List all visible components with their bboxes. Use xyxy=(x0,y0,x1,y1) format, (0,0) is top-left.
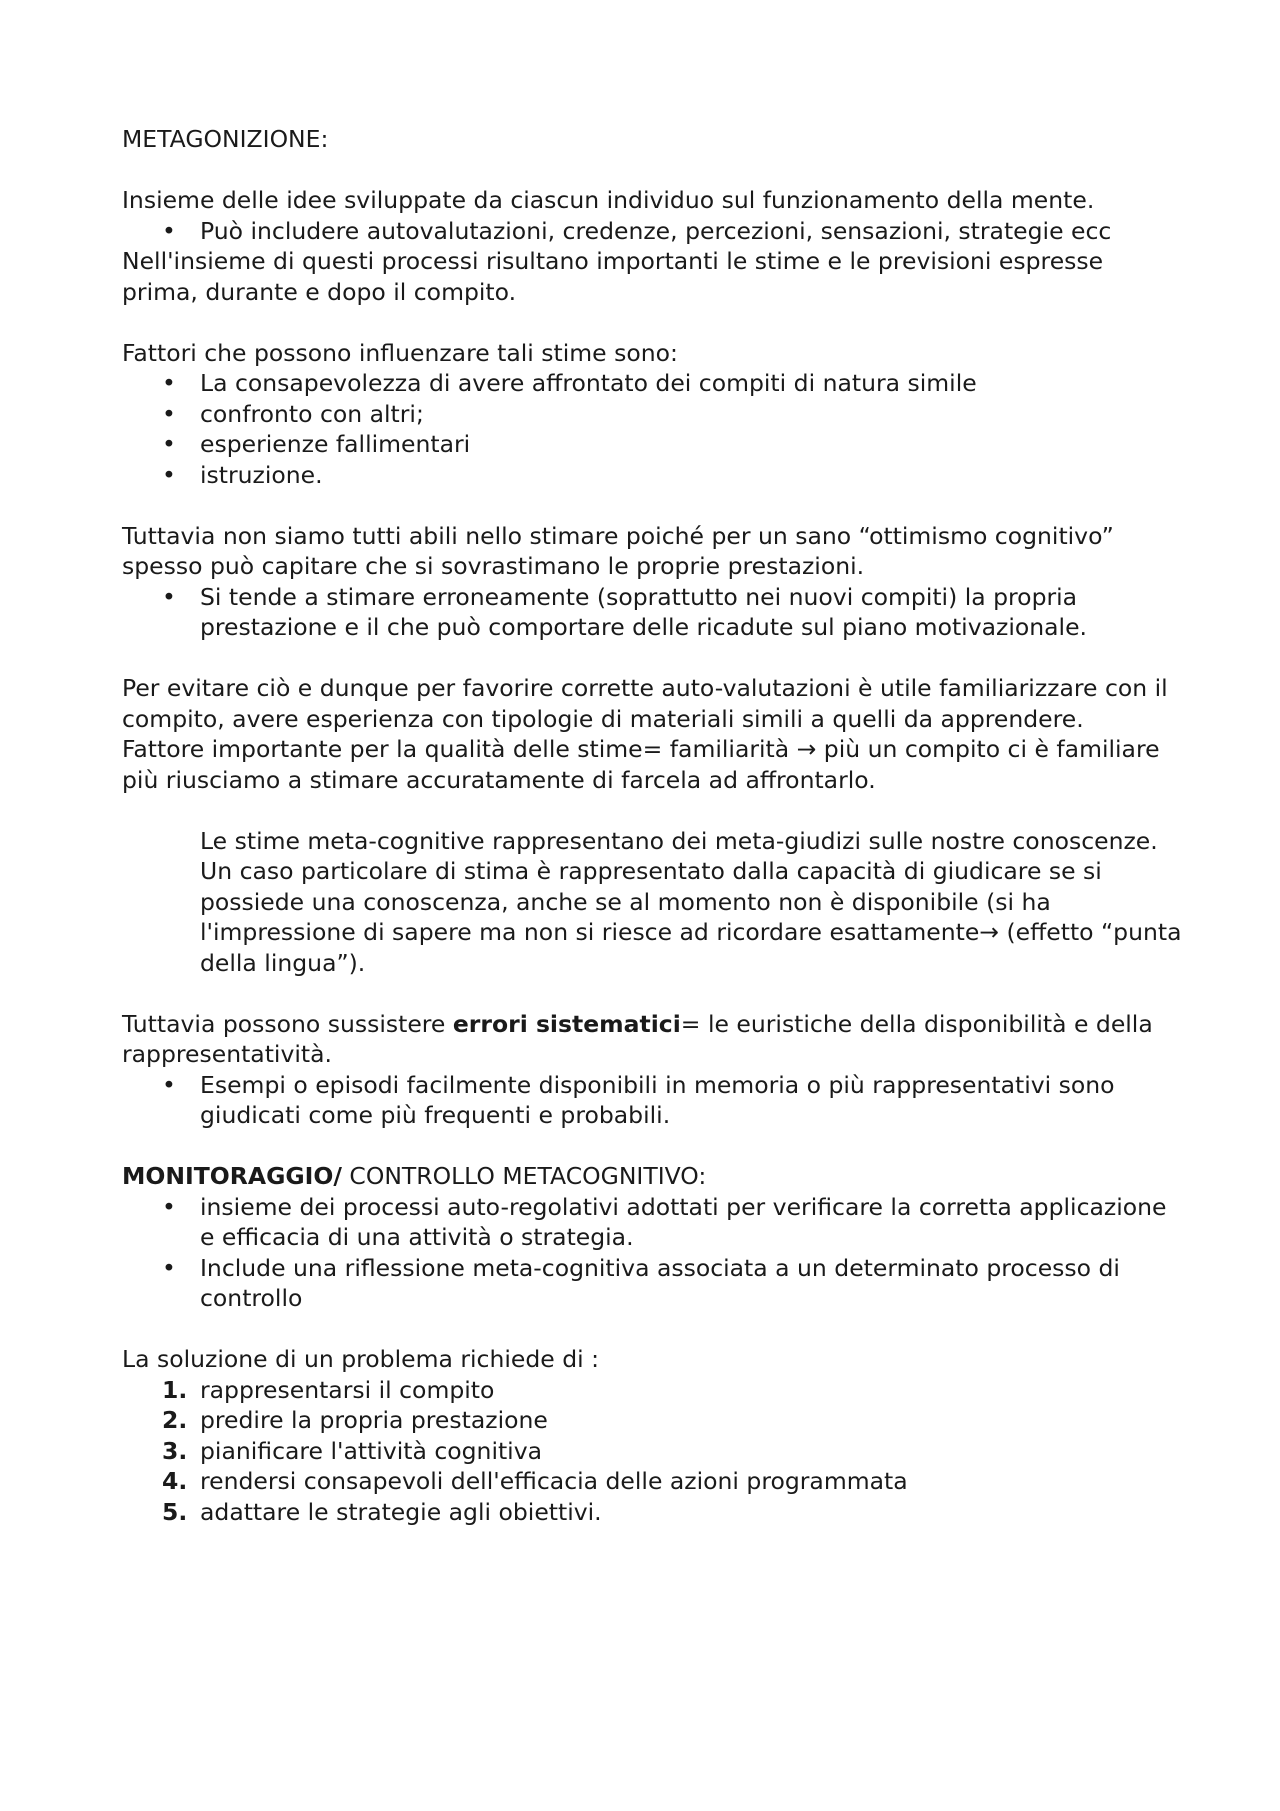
spacer xyxy=(122,643,1182,674)
errors-text-after: = le euristiche della disponibilità e della rappresentatività. xyxy=(122,1009,1153,1068)
list-item-text: Può includere autovalutazioni, credenze, percezioni, sensazioni, strategie ecc xyxy=(200,216,1112,245)
list-item-text: Si tende a stimare erroneamente (soprattutto nei nuovi compiti) la propria prestazione e il che può comportare delle ricadute sul piano motivazionale. xyxy=(200,582,1087,641)
list-item xyxy=(122,216,1182,247)
spacer xyxy=(122,1131,1182,1162)
list-item-text: confronto con altri; xyxy=(200,399,424,428)
list-item xyxy=(122,399,1182,430)
solution-numbered-list xyxy=(122,1375,1182,1528)
intro-after-paragraph: Nell'insieme di questi processi risultano importanti le stime e le previsioni espresse prima, durante e dopo il compito. xyxy=(122,247,1104,306)
list-item-text: pianificare l'attività cognitiva xyxy=(200,1436,543,1465)
bullet-icon: • xyxy=(162,1253,176,1282)
bullet-icon: • xyxy=(162,1070,176,1099)
list-item xyxy=(122,582,1182,643)
list-item xyxy=(122,368,1182,399)
bullet-icon: • xyxy=(162,430,176,458)
list-item-text: esperienze fallimentari xyxy=(200,430,471,458)
spacer xyxy=(122,795,1182,826)
bullet-icon: • xyxy=(162,216,176,245)
list-item-text: adattare le strategie agli obiettivi. xyxy=(200,1497,602,1526)
list-item xyxy=(122,1375,1182,1406)
document-page xyxy=(122,124,1182,1527)
optimism-paragraph: Tuttavia non siamo tutti abili nello stimare poiché per un sano “ottimismo cognitivo” spesso può capitare che si sovrastimano le proprie prestazioni. xyxy=(122,521,1114,580)
bullet-icon: • xyxy=(162,582,176,611)
list-item xyxy=(122,429,1182,460)
list-item-text: Include una riflessione meta-cognitiva associata a un determinato processo di controllo xyxy=(200,1253,1120,1312)
solution-paragraph: La soluzione di un problema richiede di : xyxy=(122,1345,600,1373)
list-item xyxy=(122,1253,1182,1314)
bullet-icon: • xyxy=(162,399,176,428)
list-item-text: Esempi o episodi facilmente disponibili in memoria o più rappresentativi sono giudicati come più frequenti e probabili. xyxy=(200,1070,1115,1129)
factors-bullet-list xyxy=(122,368,1182,490)
list-item xyxy=(122,1070,1182,1131)
avoid-paragraph: Per evitare ciò e dunque per favorire corrette auto-valutazioni è utile familiarizzare con il compito, avere esperienza con tipologie di materiali simili a quelli da apprendere. xyxy=(122,674,1168,733)
list-item xyxy=(122,1497,1182,1528)
list-number: 1. xyxy=(162,1375,188,1404)
list-item xyxy=(122,1466,1182,1497)
list-item-text: rendersi consapevoli dell'efficacia delle azioni programmata xyxy=(200,1467,908,1495)
factors-paragraph: Fattori che possono influenzare tali stime sono: xyxy=(122,338,678,367)
list-number: 2. xyxy=(162,1406,188,1434)
list-number: 4. xyxy=(162,1467,188,1495)
indented-paragraph-1: Le stime meta-cognitive rappresentano dei meta-giudizi sulle nostre conoscenze. xyxy=(200,826,1158,855)
list-item-text: insieme dei processi auto-regolativi adottati per verificare la corretta applicazione e efficacia di una attività o strategia. xyxy=(200,1192,1167,1251)
errors-paragraph xyxy=(122,1009,1182,1070)
spacer xyxy=(122,155,1182,186)
spacer xyxy=(122,307,1182,338)
spacer xyxy=(122,1314,1182,1345)
errors-bold-term: errori sistematici xyxy=(452,1009,681,1038)
monitoring-heading-bold: MONITORAGGIO/ xyxy=(122,1162,342,1190)
list-item-text: rappresentarsi il compito xyxy=(200,1375,495,1404)
familiarity-paragraph: Fattore importante per la qualità delle stime= familiarità → più un compito ci è familiare più riusciamo a stimare accuratamente di farcela ad affrontarlo. xyxy=(122,735,1160,794)
list-item xyxy=(122,1192,1182,1253)
errors-bullet-list xyxy=(122,1070,1182,1131)
list-item-text: La consapevolezza di avere affrontato dei compiti di natura simile xyxy=(200,369,977,397)
list-item-text: istruzione. xyxy=(200,460,323,489)
monitoring-heading xyxy=(122,1161,1182,1192)
list-number: 3. xyxy=(162,1436,188,1465)
monitoring-bullet-list xyxy=(122,1192,1182,1314)
page-title: METAGONIZIONE: xyxy=(122,125,329,153)
list-item xyxy=(122,1436,1182,1467)
spacer xyxy=(122,978,1182,1009)
optimism-bullet-list xyxy=(122,582,1182,643)
monitoring-heading-rest: CONTROLLO METACOGNITIVO: xyxy=(341,1162,707,1190)
indented-paragraph-2: Un caso particolare di stima è rappresentato dalla capacità di giudicare se si possiede una conoscenza, anche se al momento non è disponibile (si ha l'impressione di sapere ma non si riesce ad ricordare esattamente→ (effetto “punta della lingua”). xyxy=(200,857,1182,977)
spacer xyxy=(122,490,1182,521)
list-number: 5. xyxy=(162,1497,188,1526)
errors-text-before: Tuttavia possono sussistere xyxy=(122,1009,453,1038)
list-item xyxy=(122,1405,1182,1436)
bullet-icon: • xyxy=(162,460,176,489)
list-item xyxy=(122,460,1182,491)
intro-bullet-list xyxy=(122,216,1182,247)
bullet-icon: • xyxy=(162,369,176,397)
intro-paragraph: Insieme delle idee sviluppate da ciascun individuo sul funzionamento della mente. xyxy=(122,186,1095,214)
list-item-text: predire la propria prestazione xyxy=(200,1406,548,1434)
bullet-icon: • xyxy=(162,1192,176,1221)
